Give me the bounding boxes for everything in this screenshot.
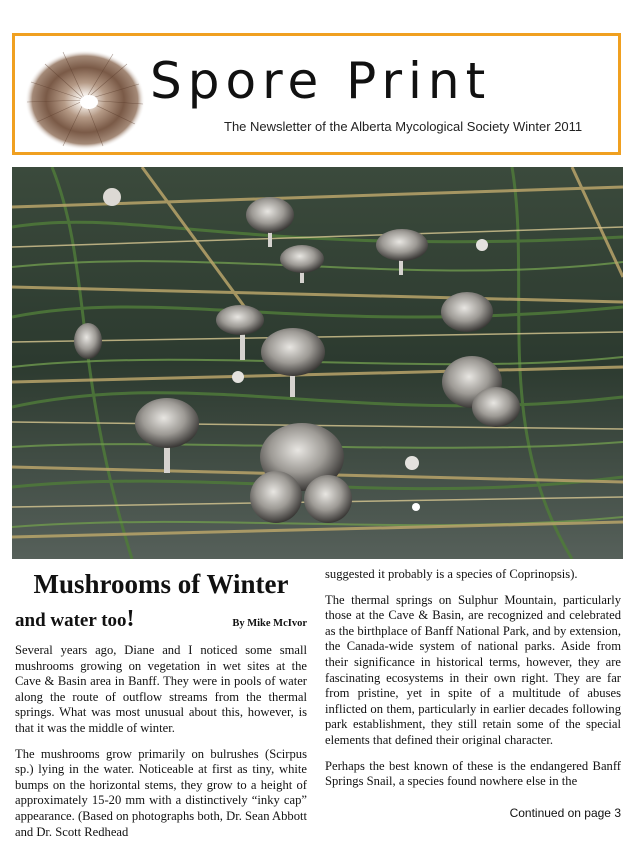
article-paragraph: Several years ago, Diane and I noticed some small mushrooms growing on vegetation in wet sites at the Cave & Basin area in Banff. They were in pools of water along the route of outflow streams from the thermal springs. What was most unusual about this, however, is that it was the middle of winter.	[15, 643, 307, 735]
article-paragraph: suggested it probably is a species of Coprinopsis).	[325, 567, 578, 581]
article-subline	[15, 606, 307, 633]
article-column-left	[15, 568, 307, 840]
mushroom-photo-illustration	[12, 167, 623, 559]
mushroom-photo	[12, 167, 623, 559]
continued-on-page-link: Continued on page 3	[509, 806, 621, 820]
article-subhead	[15, 606, 135, 633]
newsletter-title: Spore Print	[150, 52, 492, 110]
article-byline: By Mike McIvor	[232, 618, 307, 629]
masthead	[12, 33, 621, 155]
article-subhead-text: and water too	[15, 610, 127, 631]
article-column-right	[325, 567, 621, 790]
article-subhead-mark: !	[126, 606, 135, 632]
article-paragraph: Perhaps the best known of these is the endangered Banff Springs Snail, a species found nowhere else in the	[325, 758, 621, 789]
article-paragraph: The thermal springs on Sulphur Mountain, particularly those at the Cave & Basin, are recognized and celebrated as the birthplace of Banff National Park, and by extension, the Canada-wide system of national parks. Aside from their significance in historical terms, however, they are fascinating ecosystems in their own right. They are far from pristine, yet in spite of a multitude of abuses inflicted on them, particularly in earlier decades following park establishment, they still retain some of the special elements that defined their original character.	[325, 592, 621, 747]
article-paragraph: The mushrooms grow primarily on bulrushes (Scirpus sp.) lying in the water. Noticeable at first as tiny, white bumps on the horizontal stems, they grow to a height of approximately 15-20 mm with a distinctively “inky cap” appearance. (Based on photographs both, Dr. Sean Abbott and Dr. Scott Redhead	[15, 746, 307, 839]
newsletter-subtitle: The Newsletter of the Alberta Mycological Society Winter 2011	[224, 119, 583, 134]
article-headline: Mushrooms of Winter	[33, 569, 289, 599]
